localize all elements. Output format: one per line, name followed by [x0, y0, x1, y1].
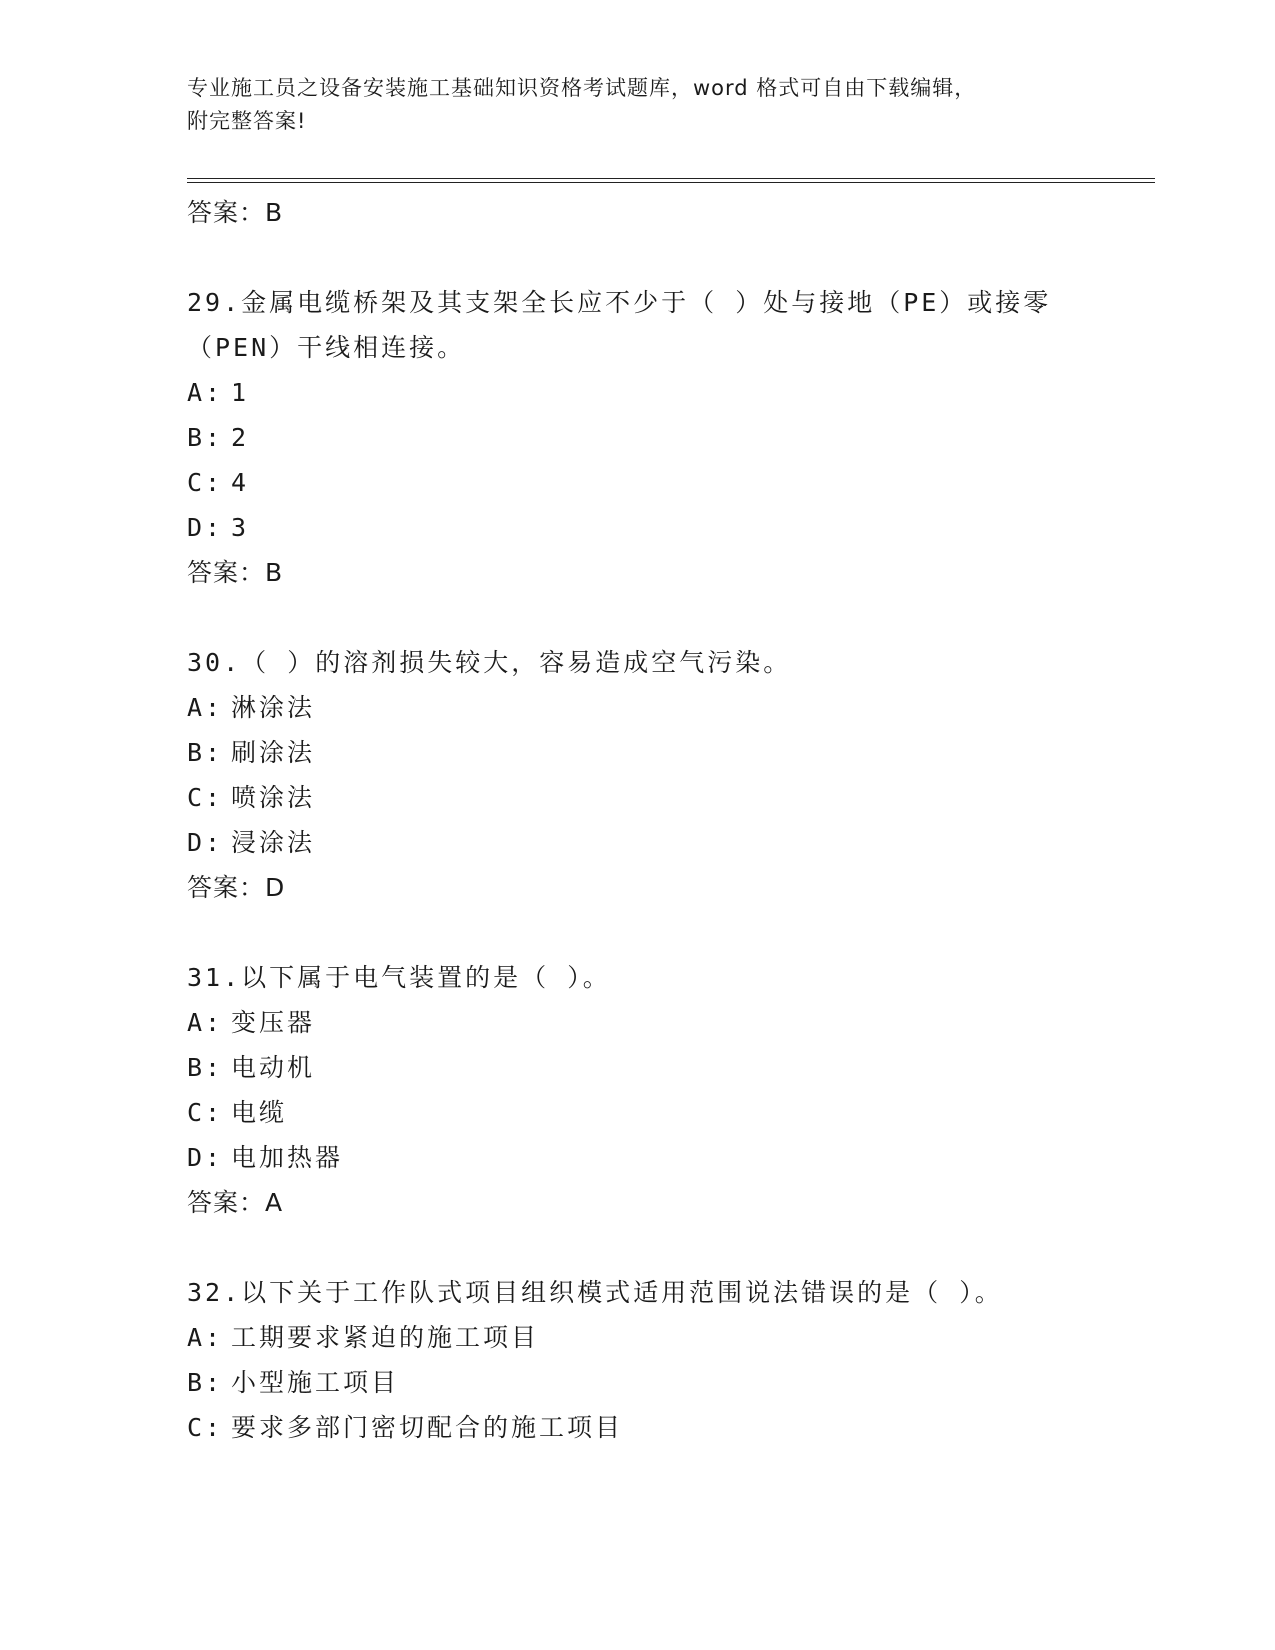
option-key: A:	[187, 378, 224, 407]
option-a	[187, 1000, 1147, 1045]
option-key: D:	[187, 1143, 224, 1172]
question-stem: 32.以下关于工作队式项目组织模式适用范围说法错误的是（ ）。	[187, 1278, 1003, 1307]
option-text: 2	[231, 423, 250, 452]
option-c	[187, 460, 1147, 505]
option-key: B:	[187, 738, 224, 767]
previous-answer: 答案：B	[187, 198, 284, 227]
option-key: B:	[187, 1368, 224, 1397]
option-d	[187, 505, 1147, 550]
question-list	[187, 190, 1147, 1450]
question-30	[187, 640, 1147, 911]
option-b	[187, 730, 1147, 775]
option-text: 工期要求紧迫的施工项目	[231, 1323, 540, 1352]
option-d	[187, 820, 1147, 865]
header-line-2: 附完整答案!	[187, 109, 307, 133]
option-a	[187, 685, 1147, 730]
option-text: 电加热器	[231, 1143, 344, 1172]
option-c	[187, 1090, 1147, 1135]
option-text: 3	[231, 513, 250, 542]
option-key: A:	[187, 1323, 224, 1352]
option-text: 1	[231, 378, 250, 407]
option-key: D:	[187, 513, 224, 542]
option-key: A:	[187, 1008, 224, 1037]
option-key: C:	[187, 1098, 224, 1127]
option-d	[187, 1135, 1147, 1180]
option-c	[187, 775, 1147, 820]
document-header	[187, 72, 1067, 138]
option-key: A:	[187, 693, 224, 722]
header-line-1: 专业施工员之设备安装施工基础知识资格考试题库，word 格式可自由下载编辑，	[187, 76, 977, 100]
option-text: 喷涂法	[231, 783, 316, 812]
option-text: 淋涂法	[231, 693, 316, 722]
question-stem: 29.金属电缆桥架及其支架全长应不少于（ ）处与接地（PE）或接零（PEN）干线相连接。	[187, 288, 1052, 362]
question-31	[187, 955, 1147, 1226]
option-text: 刷涂法	[231, 738, 316, 767]
question-stem: 31.以下属于电气装置的是（ ）。	[187, 963, 611, 992]
option-key: D:	[187, 828, 224, 857]
question-29	[187, 280, 1147, 596]
option-key: B:	[187, 423, 224, 452]
option-text: 要求多部门密切配合的施工项目	[231, 1413, 624, 1442]
option-text: 变压器	[231, 1008, 316, 1037]
option-text: 4	[231, 468, 250, 497]
option-b	[187, 415, 1147, 460]
option-b	[187, 1360, 1147, 1405]
option-a	[187, 1315, 1147, 1360]
answer: 答案：D	[187, 873, 286, 902]
option-b	[187, 1045, 1147, 1090]
option-text: 浸涂法	[231, 828, 316, 857]
header-divider	[187, 178, 1155, 183]
option-a	[187, 370, 1147, 415]
option-key: C:	[187, 468, 224, 497]
option-text: 电动机	[231, 1053, 316, 1082]
question-32	[187, 1270, 1147, 1450]
option-c	[187, 1405, 1147, 1450]
option-text: 电缆	[231, 1098, 288, 1127]
option-key: C:	[187, 1413, 224, 1442]
answer: 答案：B	[187, 558, 284, 587]
answer: 答案：A	[187, 1188, 284, 1217]
question-stem: 30.（ ）的溶剂损失较大，容易造成空气污染。	[187, 648, 792, 677]
option-text: 小型施工项目	[231, 1368, 400, 1397]
option-key: C:	[187, 783, 224, 812]
option-key: B:	[187, 1053, 224, 1082]
